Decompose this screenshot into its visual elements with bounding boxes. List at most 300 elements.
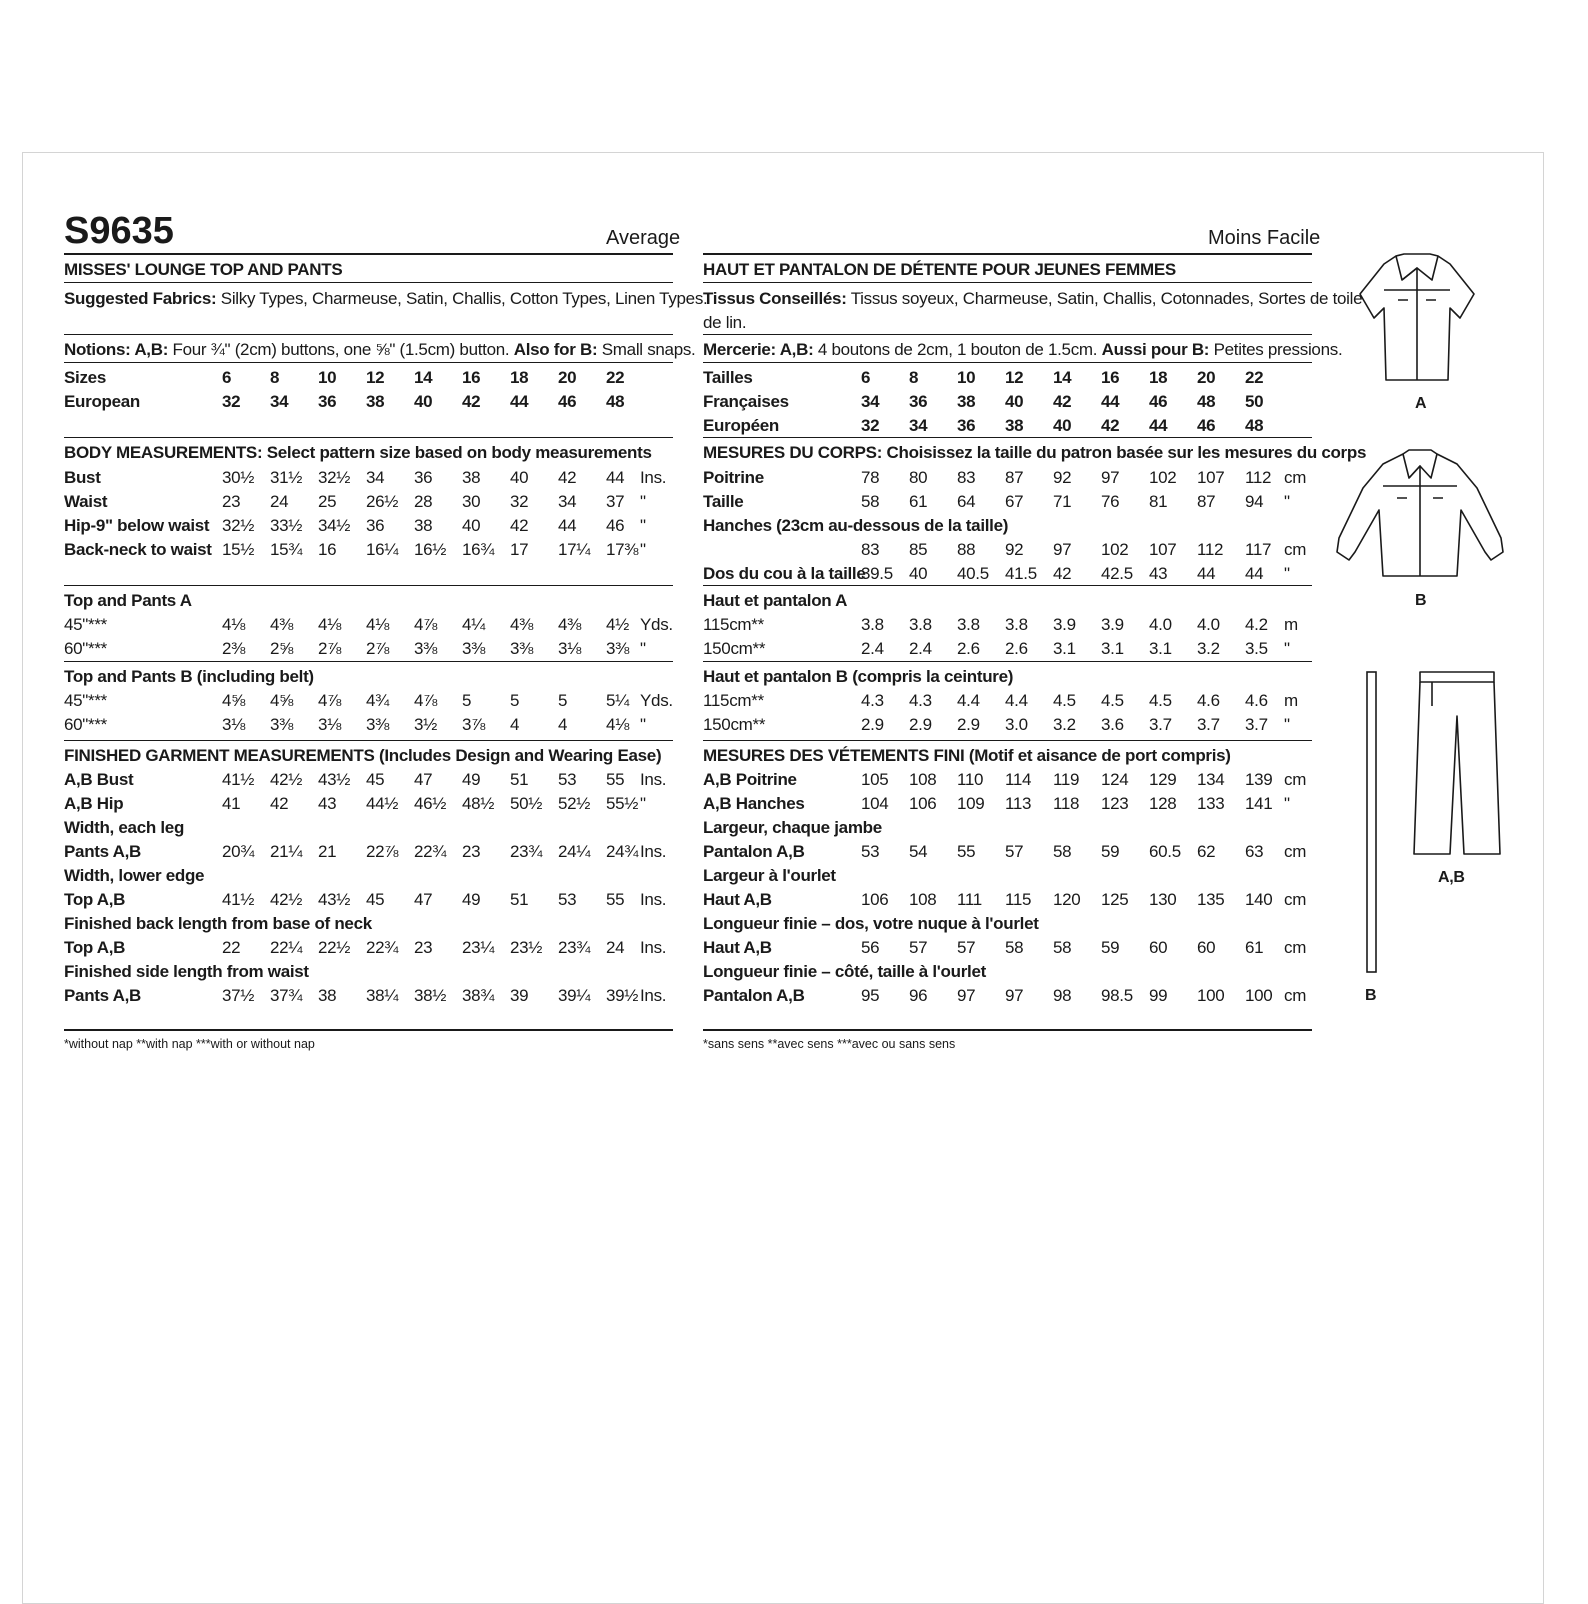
- table-cell: 58: [1005, 938, 1024, 957]
- table-cell: 36: [909, 392, 928, 411]
- row-label: A,B Hip: [64, 794, 124, 813]
- table-cell: 2.6: [957, 639, 980, 658]
- table-cell: 22¼: [270, 938, 303, 957]
- row-label: 150cm**: [703, 715, 766, 734]
- table-cell: 64: [957, 492, 976, 511]
- table-cell: 128: [1149, 794, 1177, 813]
- table-cell: 92: [1005, 540, 1024, 559]
- table-cell: 76: [1101, 492, 1120, 511]
- row-label: Back-neck to waist: [64, 540, 212, 559]
- table-cell: 21: [318, 842, 337, 861]
- table-cell: 15¾: [270, 540, 303, 559]
- unit-label: cm: [1284, 986, 1307, 1005]
- unit-label: ": [1284, 639, 1290, 658]
- table-cell: 2.6: [1005, 639, 1028, 658]
- table-cell: 32: [222, 392, 241, 411]
- table-cell: 4⅝: [270, 691, 294, 710]
- unit-label: ": [1284, 564, 1290, 583]
- divider: [703, 282, 1312, 283]
- body-header-bold: BODY MEASUREMENTS:: [64, 443, 263, 462]
- table-cell: 4.5: [1149, 691, 1172, 710]
- unit-label: Yds.: [640, 615, 673, 634]
- table-cell: 38: [1005, 416, 1024, 435]
- table-cell: 4⅞: [318, 691, 342, 710]
- table-cell: 81: [1149, 492, 1168, 511]
- table-cell: 10: [318, 368, 337, 387]
- table-cell: 32: [510, 492, 529, 511]
- table-cell: 3.8: [1005, 615, 1028, 634]
- table-cell: 22¾: [414, 842, 447, 861]
- table-cell: 51: [510, 770, 529, 789]
- table-cell: 3.1: [1149, 639, 1172, 658]
- table-cell: 4.2: [1245, 615, 1268, 634]
- table-cell: 96: [909, 986, 928, 1005]
- table-cell: 92: [1053, 468, 1072, 487]
- table-cell: 18: [510, 368, 529, 387]
- difficulty-fr: Moins Facile: [1208, 227, 1321, 249]
- table-cell: 10: [957, 368, 976, 387]
- table-cell: 53: [558, 890, 577, 909]
- table-cell: 46: [606, 516, 625, 535]
- unit-label: Ins.: [640, 842, 667, 861]
- table-cell: 97: [1053, 540, 1072, 559]
- table-cell: 23½: [510, 938, 543, 957]
- table-cell: 57: [957, 938, 976, 957]
- table-cell: 141: [1245, 794, 1273, 813]
- yardage-a-header-fr: Haut et pantalon A: [703, 591, 848, 610]
- unit-label: Yds.: [640, 691, 673, 710]
- table-cell: 51: [510, 890, 529, 909]
- table-cell: 6: [222, 368, 232, 387]
- table-cell: 4⅝: [222, 691, 246, 710]
- table-cell: 22½: [318, 938, 351, 957]
- table-cell: 18: [1149, 368, 1168, 387]
- table-cell: 47: [414, 890, 433, 909]
- unit-label: ": [640, 639, 646, 658]
- table-cell: 4.5: [1101, 691, 1124, 710]
- table-cell: 58: [861, 492, 880, 511]
- table-cell: 4.6: [1245, 691, 1268, 710]
- table-cell: 37¾: [270, 986, 303, 1005]
- table-cell: 42: [462, 392, 481, 411]
- table-cell: 60.5: [1149, 842, 1181, 861]
- row-label: Européen: [703, 416, 780, 435]
- table-cell: 3.7: [1149, 715, 1172, 734]
- divider: [703, 253, 1312, 255]
- table-cell: 42.5: [1101, 564, 1133, 583]
- table-cell: 135: [1197, 890, 1225, 909]
- row-label: Pants A,B: [64, 842, 141, 861]
- unit-label: cm: [1284, 770, 1307, 789]
- row-label: Longueur finie – côté, taille à l'ourlet: [703, 962, 986, 981]
- row-label: Hanches (23cm au-dessous de la taille): [703, 516, 1009, 535]
- unit-label: Ins.: [640, 986, 667, 1005]
- table-cell: 2⅝: [270, 639, 294, 658]
- short-sleeve-top-illustration: [1356, 250, 1486, 390]
- table-cell: 56: [861, 938, 880, 957]
- fabrics-text: Silky Types, Charmeuse, Satin, Challis, Cotton Types, Linen Types.: [216, 289, 708, 308]
- table-cell: 34: [558, 492, 577, 511]
- table-cell: 38½: [414, 986, 447, 1005]
- table-cell: 43½: [318, 770, 351, 789]
- row-label: Top A,B: [64, 938, 126, 957]
- table-cell: 3.9: [1101, 615, 1124, 634]
- table-cell: 4.3: [861, 691, 884, 710]
- table-cell: 3⅜: [414, 639, 438, 658]
- table-cell: 16: [462, 368, 481, 387]
- table-cell: 40: [510, 468, 529, 487]
- table-cell: 22: [222, 938, 241, 957]
- table-cell: 4.3: [909, 691, 932, 710]
- finished-header-text: (Includes Design and Wearing Ease): [374, 746, 662, 765]
- table-cell: 97: [1005, 986, 1024, 1005]
- table-cell: 34: [270, 392, 289, 411]
- divider: [703, 1029, 1312, 1031]
- table-cell: 80: [909, 468, 928, 487]
- table-cell: 36: [957, 416, 976, 435]
- fabrics-text: Tissus soyeux, Charmeuse, Satin, Challis, Cotonnades, Sortes de toile: [846, 289, 1363, 308]
- table-cell: 24¼: [558, 842, 591, 861]
- table-cell: 36: [414, 468, 433, 487]
- table-cell: 41.5: [1005, 564, 1037, 583]
- table-cell: 134: [1197, 770, 1225, 789]
- table-cell: 3.2: [1197, 639, 1220, 658]
- table-cell: 17: [510, 540, 529, 559]
- table-cell: 30: [462, 492, 481, 511]
- unit-label: ": [640, 492, 646, 511]
- title-fr: HAUT ET PANTALON DE DÉTENTE POUR JEUNES FEMMES: [703, 260, 1176, 279]
- finished-header-fr: [703, 744, 1231, 768]
- unit-label: cm: [1284, 890, 1307, 909]
- table-cell: 83: [957, 468, 976, 487]
- unit-label: Ins.: [640, 890, 667, 909]
- table-cell: 3.5: [1245, 639, 1268, 658]
- table-cell: 37½: [222, 986, 255, 1005]
- table-cell: 67: [1005, 492, 1024, 511]
- table-cell: 44: [1149, 416, 1168, 435]
- table-cell: 39: [510, 986, 529, 1005]
- table-cell: 107: [1197, 468, 1225, 487]
- table-cell: 130: [1149, 890, 1177, 909]
- table-cell: 71: [1053, 492, 1072, 511]
- yardage-b-header-en: Top and Pants B (including belt): [64, 667, 314, 686]
- table-cell: 55: [606, 770, 625, 789]
- title-en: MISSES' LOUNGE TOP AND PANTS: [64, 260, 343, 279]
- row-label: 45"***: [64, 691, 107, 710]
- table-cell: 98.5: [1101, 986, 1133, 1005]
- table-cell: 22: [1245, 368, 1264, 387]
- row-label: Longueur finie – dos, votre nuque à l'ourlet: [703, 914, 1039, 933]
- body-header-bold: MESURES DU CORPS:: [703, 443, 883, 462]
- table-cell: 59: [1101, 938, 1120, 957]
- unit-label: ": [1284, 794, 1290, 813]
- table-cell: 23¼: [462, 938, 495, 957]
- table-cell: 106: [861, 890, 889, 909]
- view-label-b: B: [1415, 592, 1427, 609]
- table-cell: 31½: [270, 468, 303, 487]
- unit-label: m: [1284, 615, 1298, 634]
- table-cell: 87: [1005, 468, 1024, 487]
- notions-label-b: Aussi pour B:: [1101, 340, 1210, 359]
- table-cell: 38: [462, 468, 481, 487]
- notions-text: Four ¾" (2cm) buttons, one ⅝" (1.5cm) button.: [168, 340, 514, 359]
- table-cell: 3⅜: [606, 639, 630, 658]
- table-cell: 61: [909, 492, 928, 511]
- divider: [64, 282, 673, 283]
- table-cell: 42: [558, 468, 577, 487]
- table-cell: 16½: [414, 540, 447, 559]
- table-cell: 46: [1149, 392, 1168, 411]
- table-cell: 4.4: [1005, 691, 1028, 710]
- table-cell: 114: [1005, 770, 1032, 789]
- table-cell: 4⅛: [366, 615, 390, 634]
- table-cell: 50½: [510, 794, 543, 813]
- row-label: Haut A,B: [703, 890, 772, 909]
- table-cell: 83: [861, 540, 880, 559]
- table-cell: 53: [861, 842, 880, 861]
- table-cell: 62: [1197, 842, 1216, 861]
- table-cell: 53: [558, 770, 577, 789]
- row-label: Largeur à l'ourlet: [703, 866, 836, 885]
- row-label: Finished side length from waist: [64, 962, 309, 981]
- finished-header-bold: MESURES DES VÉTEMENTS FINI: [703, 746, 965, 765]
- row-label: 115cm**: [703, 691, 764, 710]
- table-cell: 55: [957, 842, 976, 861]
- notions-fr: [703, 338, 1342, 362]
- finished-header-text: (Motif et aisance de port compris): [964, 746, 1231, 765]
- row-label: Taille: [703, 492, 744, 511]
- table-cell: 38: [957, 392, 976, 411]
- table-cell: 78: [861, 468, 880, 487]
- table-cell: 45: [366, 890, 385, 909]
- table-cell: 36: [366, 516, 385, 535]
- table-cell: 61: [1245, 938, 1264, 957]
- table-cell: 43: [1149, 564, 1168, 583]
- pants-illustration: [1412, 668, 1502, 858]
- row-label: Pantalon A,B: [703, 842, 805, 861]
- table-cell: 5: [462, 691, 472, 710]
- table-cell: 54: [909, 842, 928, 861]
- table-cell: 2⅞: [366, 639, 390, 658]
- table-cell: 20¾: [222, 842, 255, 861]
- table-cell: 49: [462, 770, 481, 789]
- table-cell: 105: [861, 770, 889, 789]
- table-cell: 52½: [558, 794, 591, 813]
- table-cell: 12: [366, 368, 385, 387]
- table-cell: 50: [1245, 392, 1264, 411]
- table-cell: 8: [270, 368, 280, 387]
- table-cell: 37: [606, 492, 625, 511]
- table-cell: 33½: [270, 516, 303, 535]
- table-cell: 42: [1053, 392, 1072, 411]
- table-cell: 55: [606, 890, 625, 909]
- divider: [64, 1029, 673, 1031]
- table-cell: 4⅜: [558, 615, 582, 634]
- divider: [703, 661, 1312, 662]
- table-cell: 48: [1197, 392, 1216, 411]
- table-cell: 87: [1197, 492, 1216, 511]
- unit-label: ": [640, 516, 646, 535]
- row-label: 60"***: [64, 715, 107, 734]
- row-label: Largeur, chaque jambe: [703, 818, 882, 837]
- table-cell: 24: [606, 938, 625, 957]
- table-cell: 110: [957, 770, 984, 789]
- table-cell: 124: [1101, 770, 1129, 789]
- table-cell: 3⅜: [510, 639, 534, 658]
- table-cell: 42: [510, 516, 529, 535]
- table-cell: 16: [1101, 368, 1120, 387]
- table-cell: 38: [366, 392, 385, 411]
- row-label: Waist: [64, 492, 108, 511]
- table-cell: 129: [1149, 770, 1177, 789]
- table-cell: 40.5: [957, 564, 989, 583]
- notions-label: Mercerie: A,B:: [703, 340, 814, 359]
- table-cell: 21¼: [270, 842, 303, 861]
- row-label: Hip-9" below waist: [64, 516, 210, 535]
- table-cell: 85: [909, 540, 928, 559]
- table-cell: 14: [1053, 368, 1072, 387]
- table-cell: 46: [558, 392, 577, 411]
- table-cell: 63: [1245, 842, 1264, 861]
- row-label: Width, each leg: [64, 818, 185, 837]
- table-cell: 117: [1245, 540, 1272, 559]
- table-cell: 6: [861, 368, 871, 387]
- table-cell: 3.6: [1101, 715, 1124, 734]
- notions-label: Notions: A,B:: [64, 340, 169, 359]
- table-cell: 97: [1101, 468, 1120, 487]
- table-cell: 38: [414, 516, 433, 535]
- unit-label: ": [1284, 715, 1290, 734]
- table-cell: 123: [1101, 794, 1129, 813]
- divider: [703, 362, 1312, 363]
- table-cell: 100: [1245, 986, 1273, 1005]
- divider: [64, 253, 673, 255]
- table-cell: 42: [1053, 564, 1072, 583]
- table-cell: 28: [414, 492, 433, 511]
- table-cell: 125: [1101, 890, 1129, 909]
- row-label: 60"***: [64, 639, 107, 658]
- row-label: Françaises: [703, 392, 789, 411]
- view-label-ab: A,B: [1438, 869, 1465, 886]
- table-cell: 43: [318, 794, 337, 813]
- unit-label: cm: [1284, 540, 1307, 559]
- table-cell: 3.1: [1053, 639, 1076, 658]
- table-cell: 22: [606, 368, 625, 387]
- table-cell: 24¾: [606, 842, 639, 861]
- divider: [64, 334, 673, 335]
- table-cell: 32½: [318, 468, 351, 487]
- pattern-code: S9635: [64, 210, 174, 252]
- table-cell: 3.9: [1053, 615, 1076, 634]
- table-cell: 23¾: [510, 842, 543, 861]
- row-label: 150cm**: [703, 639, 766, 658]
- table-cell: 140: [1245, 890, 1273, 909]
- table-cell: 104: [861, 794, 889, 813]
- table-cell: 2.9: [957, 715, 980, 734]
- notions-text-b: Petites pressions.: [1209, 340, 1343, 359]
- table-cell: 2⅞: [318, 639, 342, 658]
- table-cell: 98: [1053, 986, 1072, 1005]
- table-cell: 48: [606, 392, 625, 411]
- table-cell: 16¼: [366, 540, 399, 559]
- fabrics-label: Suggested Fabrics:: [64, 289, 217, 308]
- table-cell: 57: [909, 938, 928, 957]
- row-label: 115cm**: [703, 615, 764, 634]
- table-cell: 113: [1005, 794, 1032, 813]
- table-cell: 46: [1197, 416, 1216, 435]
- unit-label: cm: [1284, 468, 1307, 487]
- table-cell: 45: [366, 770, 385, 789]
- table-cell: 2⅜: [222, 639, 246, 658]
- table-cell: 3⅜: [270, 715, 294, 734]
- unit-label: cm: [1284, 938, 1307, 957]
- table-cell: 12: [1005, 368, 1024, 387]
- table-cell: 44½: [366, 794, 399, 813]
- table-cell: 34: [861, 392, 880, 411]
- unit-label: ": [640, 794, 646, 813]
- table-cell: 3⅛: [558, 639, 582, 658]
- table-cell: 100: [1197, 986, 1225, 1005]
- table-cell: 46½: [414, 794, 447, 813]
- table-cell: 16¾: [462, 540, 495, 559]
- unit-label: m: [1284, 691, 1298, 710]
- table-cell: 39.5: [861, 564, 893, 583]
- row-label: Dos du cou à la taille: [703, 564, 866, 583]
- table-cell: 3½: [414, 715, 438, 734]
- table-cell: 44: [606, 468, 625, 487]
- notions-text-b: Small snaps.: [597, 340, 696, 359]
- table-cell: 99: [1149, 986, 1168, 1005]
- table-cell: 42: [270, 794, 289, 813]
- table-cell: 95: [861, 986, 880, 1005]
- fabrics-fr-cont: de lin.: [703, 313, 747, 332]
- table-cell: 4⅛: [606, 715, 630, 734]
- table-cell: 3⅛: [222, 715, 246, 734]
- divider: [64, 740, 673, 741]
- table-cell: 48½: [462, 794, 495, 813]
- table-cell: 4: [510, 715, 520, 734]
- table-cell: 24: [270, 492, 289, 511]
- row-label: Width, lower edge: [64, 866, 205, 885]
- table-cell: 43½: [318, 890, 351, 909]
- table-cell: 119: [1053, 770, 1080, 789]
- table-cell: 2.4: [861, 639, 884, 658]
- table-cell: 108: [909, 770, 937, 789]
- table-cell: 3⅛: [318, 715, 342, 734]
- table-cell: 41: [222, 794, 241, 813]
- table-cell: 49: [462, 890, 481, 909]
- table-cell: 34½: [318, 516, 351, 535]
- table-cell: 139: [1245, 770, 1273, 789]
- table-cell: 4.0: [1197, 615, 1220, 634]
- table-cell: 4: [558, 715, 568, 734]
- row-label: Sizes: [64, 368, 106, 387]
- yardage-a-header-en: Top and Pants A: [64, 591, 192, 610]
- table-cell: 4⅛: [318, 615, 342, 634]
- fabrics-fr: [703, 287, 1362, 311]
- table-cell: 59: [1101, 842, 1120, 861]
- table-cell: 42½: [270, 770, 303, 789]
- table-cell: 3.0: [1005, 715, 1028, 734]
- table-cell: 102: [1101, 540, 1129, 559]
- table-cell: 2.4: [909, 639, 932, 658]
- table-cell: 4⅜: [270, 615, 294, 634]
- table-cell: 44: [1197, 564, 1216, 583]
- table-cell: 14: [414, 368, 433, 387]
- table-cell: 39½: [606, 986, 639, 1005]
- table-cell: 4½: [606, 615, 630, 634]
- row-label: Pantalon A,B: [703, 986, 805, 1005]
